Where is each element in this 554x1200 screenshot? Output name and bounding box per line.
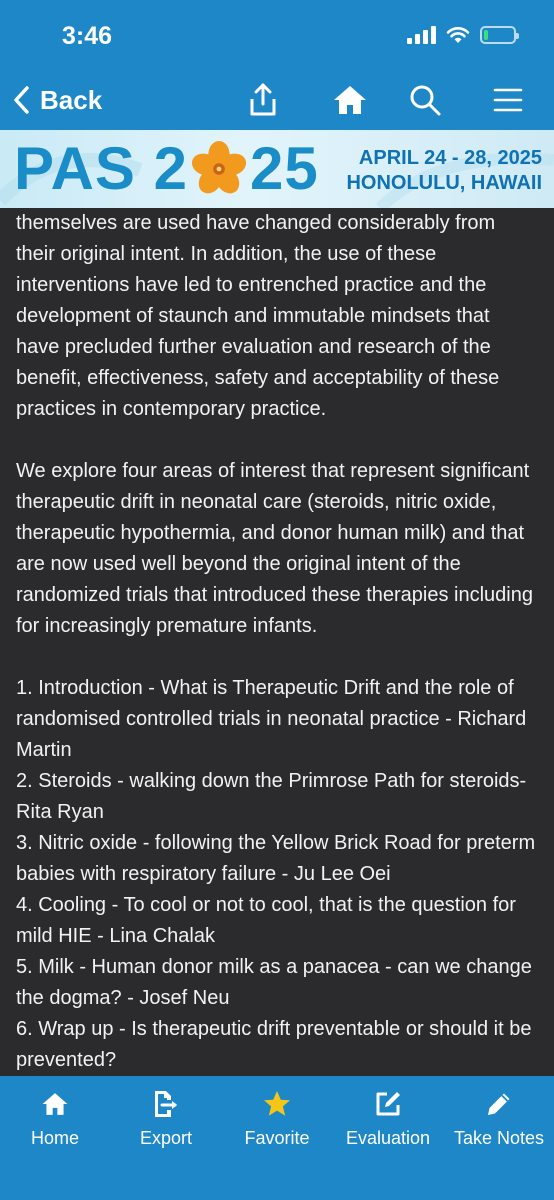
status-icons xyxy=(407,26,516,44)
share-icon xyxy=(247,82,279,118)
battery-level xyxy=(484,30,488,40)
tab-export[interactable] xyxy=(111,1088,221,1149)
tab-take-notes[interactable] xyxy=(444,1088,554,1149)
wifi-icon xyxy=(446,26,470,44)
search-icon xyxy=(408,83,442,117)
tab-export-label: Export xyxy=(139,1128,193,1148)
nav-bar xyxy=(0,70,554,130)
cellular-signal-icon xyxy=(407,26,436,44)
description-paragraph-2: We explore four areas of interest that represent significant therapeutic drift in neonatal care (steroids, nitric oxide, therapeutic hypothermia, and donor human milk) and that are now used well beyond the original intent of the randomized trials that introduced these therapies including for increasingly premature infants. xyxy=(16,460,533,637)
session-description[interactable] xyxy=(0,208,554,1076)
agenda-item-3: 3. Nitric oxide - following the Yellow Brick Road for preterm babies with respiratory failure - Ju Lee Oei xyxy=(16,832,536,885)
tab-home-label: Home xyxy=(30,1128,79,1148)
tab-take-notes-label: Take Notes xyxy=(453,1128,545,1148)
chevron-left-icon xyxy=(12,85,30,115)
event-date-range: APRIL 24 - 28, 2025 xyxy=(358,147,542,169)
tab-favorite-label: Favorite xyxy=(244,1128,310,1148)
star-icon xyxy=(262,1089,292,1119)
event-dates xyxy=(346,146,542,196)
status-time: 3:46 xyxy=(62,22,113,50)
event-location: HONOLULU, HAWAII xyxy=(346,172,542,194)
agenda-item-1: 1. Introduction - What is Therapeutic Drift and the role of randomised controlled trials in neonatal practice - Richard Martin xyxy=(16,677,527,761)
menu-button[interactable] xyxy=(488,80,528,120)
back-button[interactable] xyxy=(12,80,102,120)
agenda-item-5: 5. Milk - Human donor milk as a panacea - can we change the dogma? - Josef Neu xyxy=(16,956,532,1009)
hamburger-menu-icon xyxy=(493,87,523,113)
agenda-item-4: 4. Cooling - To cool or not to cool, that is the question for mild HIE - Lina Chalak xyxy=(16,894,516,947)
search-button[interactable] xyxy=(405,80,445,120)
agenda-item-6: 6. Wrap up - Is therapeutic drift preventable or should it be prevented? xyxy=(16,1018,532,1071)
hibiscus-icon xyxy=(190,140,248,198)
bottom-tab-bar xyxy=(0,1076,554,1200)
tab-evaluation-label: Evaluation xyxy=(345,1128,431,1148)
battery-icon xyxy=(480,26,516,44)
agenda-item-2: 2. Steroids - walking down the Primrose Path for steroids- Rita Ryan xyxy=(16,770,527,823)
home-icon xyxy=(332,84,368,116)
status-bar xyxy=(0,0,554,70)
tab-home[interactable] xyxy=(0,1088,110,1149)
pencil-icon xyxy=(484,1089,514,1119)
edit-icon xyxy=(373,1089,403,1119)
logo-text-right: 25 xyxy=(249,135,319,202)
export-icon xyxy=(151,1089,181,1119)
tab-favorite[interactable] xyxy=(222,1088,332,1149)
logo-text-left: PAS 2 xyxy=(14,135,188,202)
back-label: Back xyxy=(40,84,103,115)
description-paragraph-1: themselves are used have changed considerably from their original intent. In addition, the use of these interventions have led to entrenched practice and the development of staunch and immutable mindsets that have precluded further evaluation and research of the benefit, effectiveness, safety and acceptability of these practices in contemporary practice. xyxy=(16,212,500,420)
home-icon xyxy=(41,1091,69,1117)
home-nav-button[interactable] xyxy=(330,80,370,120)
tab-evaluation[interactable] xyxy=(333,1088,443,1149)
pas-logo xyxy=(14,135,319,202)
share-button[interactable] xyxy=(243,80,283,120)
event-banner xyxy=(0,130,554,208)
